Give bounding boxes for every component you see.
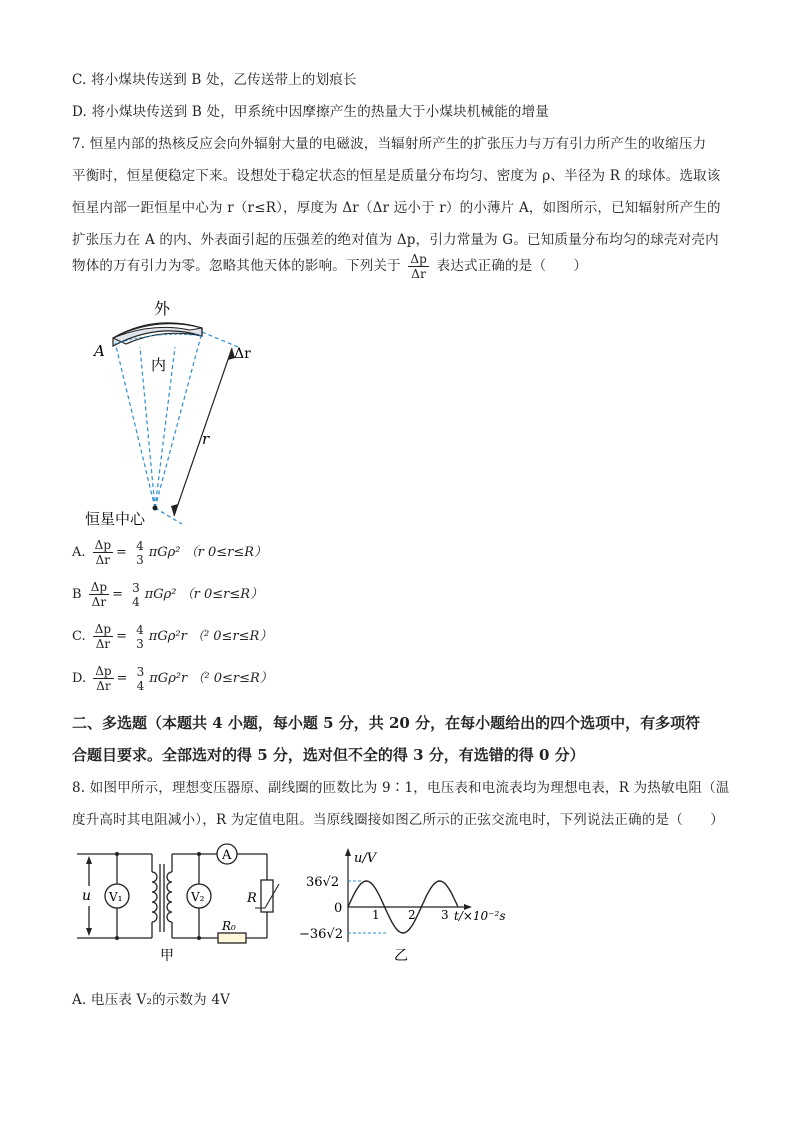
q8-sine-figure	[296, 842, 516, 967]
thermistor-r	[261, 880, 273, 912]
ray-extend	[155, 508, 182, 524]
y-axis-label: u/V	[354, 851, 377, 866]
label-A: A	[94, 342, 105, 360]
q7-star-slice-figure	[80, 292, 280, 532]
q6-option-c: C. 将小煤块传送到 B 处，乙传送带上的划痕长	[72, 72, 357, 88]
q7-option-d: D. $\frac{\Delta p}{\Delta r}$ = 3 4 πGρ²r （² 0≤r≤R）	[72, 664, 273, 693]
q7-option-a: A. $\frac{\Delta p}{\Delta r}$ = 4 3 πGρ² （r 0≤r≤R）	[72, 538, 268, 567]
tick-2: 2	[408, 908, 416, 922]
tick-3: 3	[441, 908, 449, 922]
q7-text-line2: 平衡时，恒星便稳定下来。设想处于稳定状态的恒星是质量分布均匀、密度为 ρ、半径为 R 的球体。选取该	[72, 168, 721, 184]
q7-text-line1: 7. 恒星内部的热核反应会向外辐射大量的电磁波，当辐射所产生的扩张压力与万有引力所产生的收缩压力	[72, 136, 707, 152]
tick-1: 1	[372, 908, 380, 922]
label-inner: 内	[151, 356, 167, 374]
q6-option-d: D. 将小煤块传送到 B 处，甲系统中因摩擦产生的热量大于小煤块机械能的增量	[72, 104, 550, 120]
label-ammeter: A	[222, 848, 232, 863]
caption-jia: 甲	[160, 948, 174, 964]
label-outer: 外	[154, 299, 171, 318]
dr-guide	[202, 332, 238, 347]
center-dot	[153, 506, 158, 511]
q7-option-c: C. $\frac{\Delta p}{\Delta r}$ = 4 3 πGρ²r （² 0≤r≤R）	[72, 622, 273, 651]
q8-text-line2: 度升高时其电阻减小），R 为定值电阻。当原线圈接如图乙所示的正弦交流电时，下列说法正确的是（ ）	[72, 812, 725, 828]
q7-fraction-den: Δr	[411, 267, 427, 281]
label-r: r	[202, 430, 210, 448]
q8-option-a: A. 电压表 V₂的示数为 4V	[72, 992, 231, 1008]
ray-left	[115, 342, 155, 508]
x-axis-label: t/×10⁻²s	[454, 909, 506, 923]
label-v2: V₂	[191, 890, 205, 904]
q7-text-line5	[72, 252, 587, 281]
peak-label: 36√2	[306, 875, 340, 890]
label-center: 恒星中心	[85, 510, 146, 528]
q7-fraction	[408, 252, 429, 281]
q7-text-line5b: 表达式正确的是（ ）	[436, 258, 588, 274]
label-u: u	[82, 888, 92, 904]
q7-text-line4: 扩张压力在 A 的内、外表面引起的压强差的绝对值为 Δp，引力常量为 G。已知质量分布均匀的球壳对壳内	[72, 232, 719, 248]
section2-line1: 二、多选题（本题共 4 小题，每小题 5 分，共 20 分，在每小题给出的四个选项中，有多项符	[72, 714, 701, 732]
label-r0: R₀	[222, 919, 236, 933]
resistor-r0	[218, 933, 246, 943]
q7-text-line5a: 物体的万有引力为零。忽略其他天体的影响。下列关于	[72, 258, 401, 274]
label-v1: V₁	[109, 890, 123, 904]
q8-circuit-figure	[72, 842, 287, 967]
trough-label: −36√2	[299, 927, 343, 942]
q8-text-line1: 8. 如图甲所示，理想变压器原、副线圈的匝数比为 9∶1，电压表和电流表均为理想电表，R 为热敏电阻（温	[72, 780, 730, 796]
label-dr: Δr	[234, 346, 251, 362]
label-r: R	[247, 891, 257, 906]
q7-fraction-num: Δp	[410, 252, 428, 266]
q7-option-b: B $\frac{\Delta p}{\Delta r}$ = 3 4 πGρ² （r 0≤r≤R）	[72, 580, 264, 609]
caption-yi: 乙	[394, 948, 408, 964]
q7-text-line3: 恒星内部一距恒星中心为 r（r≤R），厚度为 Δr（Δr 远小于 r）的小薄片 A，如图所示，已知辐射所产生的	[72, 200, 721, 216]
zero-label: 0	[334, 901, 343, 916]
section2-line2: 合题目要求。全部选对的得 5 分，选对但不全的得 3 分，有选错的得 0 分）	[72, 746, 585, 764]
